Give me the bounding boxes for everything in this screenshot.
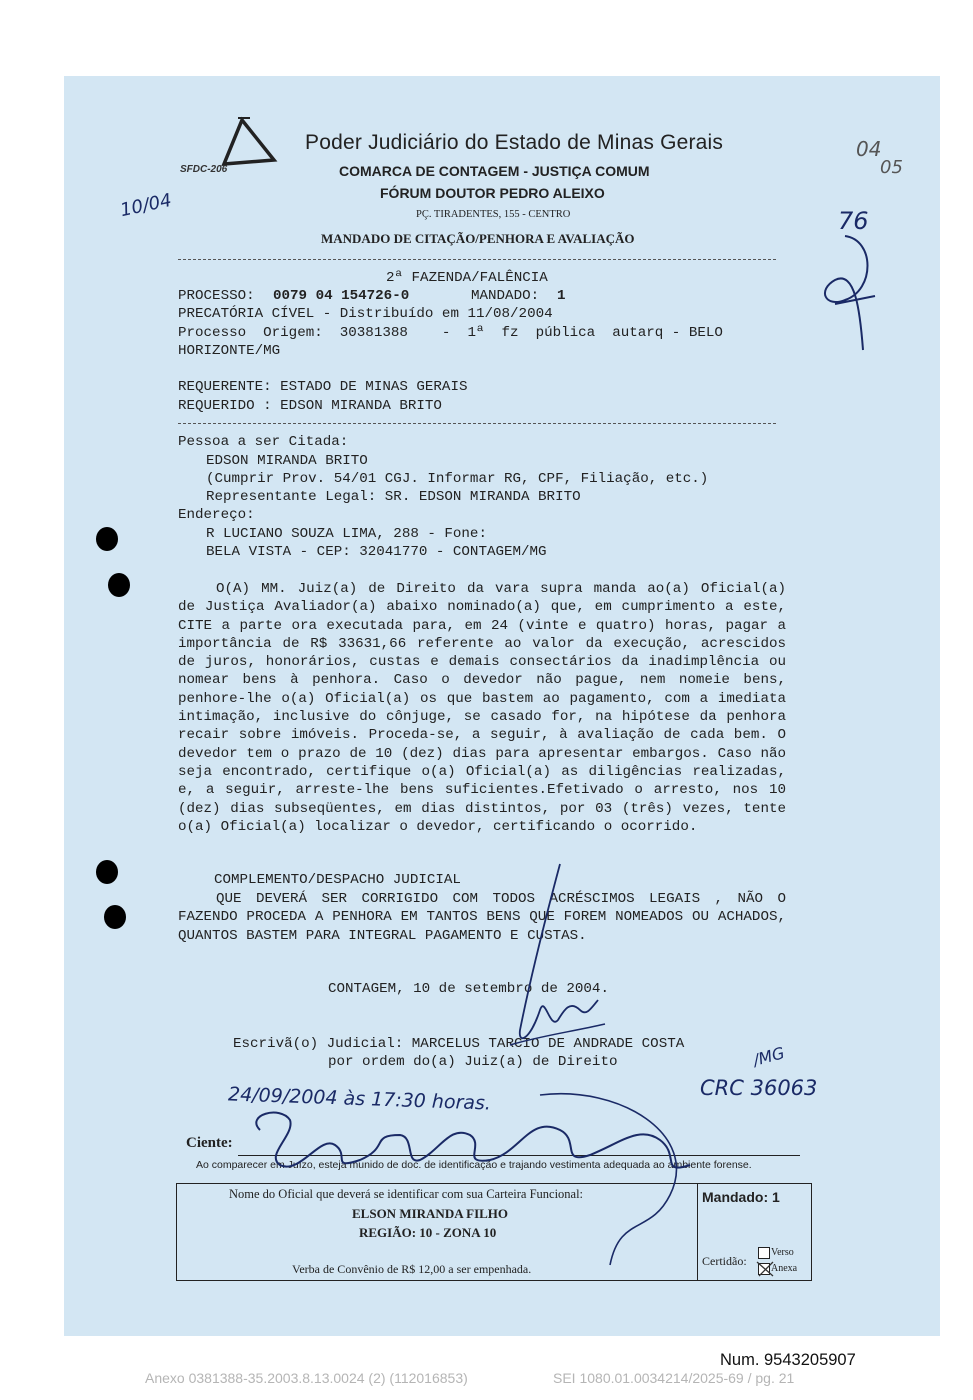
processo-number: 0079 04 154726-0 [273, 288, 410, 304]
anexa-label: Anexa [771, 1263, 798, 1274]
handwritten-datetime: 24/09/2004 às 17:30 horas. [227, 1083, 492, 1115]
officer-regiao: REGIÃO: 10 - ZONA 10 [359, 1225, 497, 1240]
mandado-number: 1 [557, 288, 566, 304]
forum-address: PÇ. TIRADENTES, 155 - CENTRO [416, 209, 571, 220]
requerente-line: REQUERENTE: ESTADO DE MINAS GERAIS [178, 379, 468, 395]
complemento-text: QUE DEVERÁ SER CORRIGIDO COM TODOS ACRÉSCIMOS LEGAIS , NÃO O FAZENDO PROCEDA A PENHORA EM TANTOS BENS QUE FOREM NOMEADOS OU ACHADOS, QUANTOS BASTEM PARA INTEGRAL PAGAMENTO E CUSTAS. [178, 891, 786, 944]
handwritten-state: /MG [751, 1043, 787, 1070]
handwritten-sheet-a: 04 [856, 137, 882, 161]
anexo-reference: Anexo 0381388-35.2003.8.13.0024 (2) (112016853) [145, 1370, 468, 1386]
document-type: MANDADO DE CITAÇÃO/PENHORA E AVALIAÇÃO [321, 231, 635, 246]
box-mandado-label: Mandado: 1 [702, 1189, 780, 1205]
representante-line: Representante Legal: SR. EDSON MIRANDA BRITO [206, 489, 581, 505]
verso-label: Verso [771, 1247, 794, 1258]
punch-hole [108, 573, 130, 597]
person-instruction: (Cumprir Prov. 54/01 CGJ. Informar RG, CPF, Filiação, etc.) [206, 471, 709, 487]
form-code: SFDC-206 [180, 164, 228, 175]
handwritten-initials-icon [815, 230, 885, 360]
court-title: Poder Judiciário do Estado de Minas Gerais [305, 131, 724, 154]
date-line: CONTAGEM, 10 de setembro de 2004. [328, 981, 609, 997]
verba-line: Verba de Convênio de R$ 12,00 a ser empenhada. [292, 1262, 532, 1276]
ciente-label: Ciente: [186, 1135, 233, 1151]
officer-name: ELSON MIRANDA FILHO [352, 1206, 509, 1221]
address-line: R LUCIANO SOUZA LIMA, 288 - Fone: [206, 526, 487, 542]
court-logo-icon [220, 116, 278, 168]
origem-line: Processo Origem: 30381388 - 1ª fz pública autarq - BELO [178, 325, 723, 341]
punch-hole [104, 905, 126, 929]
divider [178, 259, 776, 260]
processo-label: PROCESSO: [178, 288, 255, 304]
person-name: EDSON MIRANDA BRITO [206, 453, 368, 469]
complemento-label: COMPLEMENTO/DESPACHO JUDICIAL [214, 872, 461, 888]
escriva-line: Escrivã(o) Judicial: MARCELUS TARCIO DE ANDRADE COSTA [233, 1036, 685, 1052]
endereco-label: Endereço: [178, 507, 255, 523]
person-label: Pessoa a ser Citada: [178, 434, 349, 450]
vara: 2ª FAZENDA/FALÊNCIA [386, 270, 548, 286]
comarca-line: COMARCA DE CONTAGEM - JUSTIÇA COMUM [339, 163, 650, 179]
document-num: Num. 9543205907 [720, 1351, 856, 1369]
punch-hole [96, 527, 118, 551]
requerido-line: REQUERIDO : EDSON MIRANDA BRITO [178, 398, 442, 414]
handwritten-page-number: 76 [838, 207, 869, 235]
ordem-line: por ordem do(a) Juiz(a) de Direito [328, 1054, 618, 1070]
verso-checkbox[interactable] [758, 1247, 770, 1259]
address-line-2: BELA VISTA - CEP: 32041770 - CONTAGEM/MG [206, 544, 547, 560]
precatoria-line: PRECATÓRIA CÍVEL - Distribuído em 11/08/2004 [178, 306, 553, 322]
mandate-paragraph: O(A) MM. Juiz(a) de Direito da vara supra manda ao(a) Oficial(a) de Justiça Avaliador(a) abaixo nominado(a) que, em cumprimento a este, CITE a parte ora executada para, em 24 (vinte e quatro) horas, pagar a importância de R$ 33631,66 referente ao valor da execução, acrescidos de juros, honorários, custas e demais consectários da inadimplência ou nomear bens à penhora. Caso o devedor não pague, nem nomeie bens, penhore-lhe o(a) Oficial(a) os que bastem ao pagamento, com a imediata intimação, inclusive do cônjuge, se casado for, na hipótese da penhora recair sobre imóveis. Proceda-se, a seguir, à avaliação de cada bem. O devedor tem o prazo de 10 (dez) dias para apresentar embargos. Caso não seja encontrado, certifique o(a) Oficial(a) as diligências realizadas, e, a seguir, arreste-lhe bens suficientes.Efetivado o arresto, nos 10 (dez) dias subseqüentes, em dias distintos, por 03 (três) vezes, tente o(a) Oficial(a) localizar o devedor, certificando o ocorrido. [178, 581, 786, 835]
punch-hole [96, 860, 118, 884]
mandado-label: MANDADO: [471, 288, 540, 304]
handwritten-date-top-left: 10/04 [118, 189, 174, 222]
divider [178, 423, 776, 424]
sei-reference: SEI 1080.01.0034214/2025-69 / pg. 21 [553, 1370, 795, 1386]
handwritten-sheet-b: 05 [880, 157, 903, 178]
judge-signature-icon [490, 860, 620, 1100]
ciente-signature-icon [240, 1075, 710, 1285]
handwritten-crc: CRC 36063 [700, 1076, 818, 1100]
origem-line-2: HORIZONTE/MG [178, 343, 281, 359]
ciente-notice: Ao comparecer em Juízo, esteja munido de doc. de identificação e trajando vestimenta adequada ao ambiente forense. [196, 1159, 752, 1171]
officer-instruction: Nome do Oficial que deverá se identificar com sua Carteira Funcional: [229, 1187, 584, 1201]
certidao-label: Certidão: [702, 1254, 747, 1268]
forum-line: FÓRUM DOUTOR PEDRO ALEIXO [380, 185, 605, 201]
